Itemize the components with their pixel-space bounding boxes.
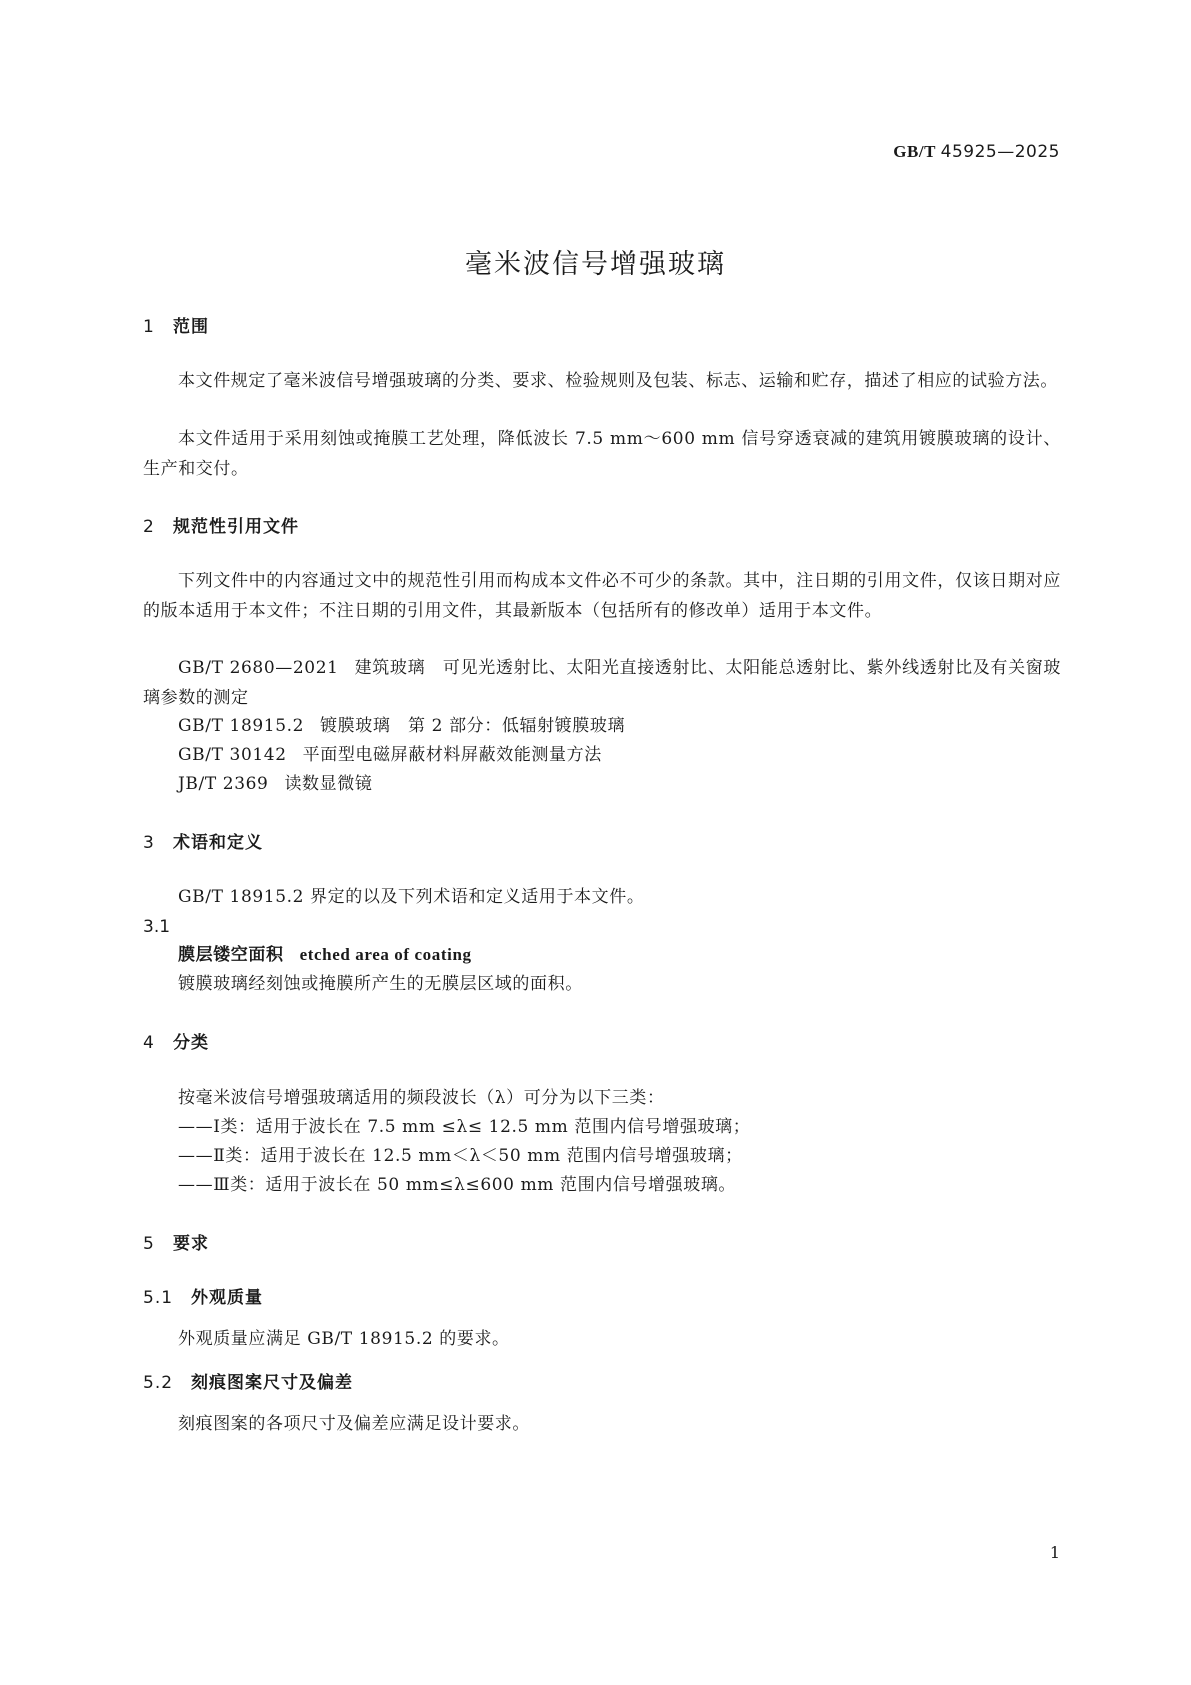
subsection-number: 5.2 (143, 1373, 174, 1393)
reference-item (178, 711, 625, 741)
term-number: 3.1 (143, 917, 171, 937)
section-number: 3 (143, 833, 155, 853)
term-definition: 镀膜玻璃经刻蚀或掩膜所产生的无膜层区域的面积。 (178, 974, 583, 994)
section-title: 术语和定义 (173, 833, 263, 853)
reference-title: 建筑玻璃 可见光透射比、太阳光直接透射比、太阳能总透射比、紫外线透射比及有关窗玻璃参数的测定 (143, 658, 1061, 708)
section-1-heading (143, 312, 209, 337)
appearance-quality-paragraph: 外观质量应满足 GB/T 18915.2 的要求。 (178, 1329, 510, 1349)
reference-code: GB/T 2680—2021 (178, 658, 339, 678)
standard-prefix: GB/T (893, 142, 936, 161)
reference-title: 平面型电磁屏蔽材料屏蔽效能测量方法 (302, 745, 602, 765)
section-4-heading (143, 1028, 209, 1053)
classification-item: ——Ⅱ类：适用于波长在 12.5 mm＜λ＜50 mm 范围内信号增强玻璃； (178, 1146, 743, 1166)
scope-paragraph-2: 本文件适用于采用刻蚀或掩膜工艺处理，降低波长 7.5 mm～600 mm 信号穿透衰减的建筑用镀膜玻璃的设计、生产和交付。 (143, 429, 1061, 479)
section-5-heading (143, 1229, 209, 1254)
reference-item (178, 769, 372, 799)
subsection-5-1-heading (143, 1283, 263, 1308)
term-chinese: 膜层镂空面积 (178, 945, 284, 965)
reference-code: GB/T 18915.2 (178, 716, 305, 736)
scope-paragraph-1: 本文件规定了毫米波信号增强玻璃的分类、要求、检验规则及包装、标志、运输和贮存，描述了相应的试验方法。 (178, 371, 1058, 391)
section-title: 要求 (173, 1234, 209, 1254)
subsection-number: 5.1 (143, 1288, 174, 1308)
document-title: 毫米波信号增强玻璃 (465, 249, 726, 280)
classification-intro: 按毫米波信号增强玻璃适用的频段波长（λ）可分为以下三类： (178, 1088, 665, 1108)
section-number: 4 (143, 1033, 155, 1053)
term-english: etched area of coating (299, 945, 472, 964)
reference-item (178, 740, 602, 770)
section-number: 1 (143, 317, 155, 337)
reference-item (143, 653, 1061, 713)
subsection-title: 外观质量 (191, 1288, 263, 1308)
terms-intro-paragraph: GB/T 18915.2 界定的以及下列术语和定义适用于本文件。 (178, 887, 645, 907)
term-entry (178, 940, 472, 970)
subsection-title: 刻痕图案尺寸及偏差 (191, 1373, 353, 1393)
reference-title: 读数显微镜 (284, 774, 373, 794)
classification-item: ——Ⅰ类：适用于波长在 7.5 mm ≤λ≤ 12.5 mm 范围内信号增强玻璃； (178, 1117, 751, 1137)
section-title: 分类 (173, 1033, 209, 1053)
section-3-heading (143, 828, 263, 853)
classification-item: ——Ⅲ类：适用于波长在 50 mm≤λ≤600 mm 范围内信号增强玻璃。 (178, 1175, 737, 1195)
reference-code: JB/T 2369 (178, 774, 269, 794)
pattern-dimension-paragraph: 刻痕图案的各项尺寸及偏差应满足设计要求。 (178, 1414, 530, 1434)
section-2-heading (143, 512, 299, 537)
reference-title: 镀膜玻璃 第 2 部分：低辐射镀膜玻璃 (320, 716, 626, 736)
standard-number: 45925—2025 (940, 142, 1060, 162)
page-number: 1 (1049, 1543, 1060, 1562)
standard-code (893, 142, 1060, 162)
reference-code: GB/T 30142 (178, 745, 287, 765)
section-title: 规范性引用文件 (173, 517, 299, 537)
references-intro-paragraph: 下列文件中的内容通过文中的规范性引用而构成本文件必不可少的条款。其中，注日期的引用文件，仅该日期对应的版本适用于本文件；不注日期的引用文件，其最新版本（包括所有的修改单）适用于本文件。 (143, 571, 1061, 621)
section-number: 2 (143, 517, 155, 537)
section-number: 5 (143, 1234, 155, 1254)
section-title: 范围 (173, 317, 209, 337)
subsection-5-2-heading (143, 1368, 353, 1393)
